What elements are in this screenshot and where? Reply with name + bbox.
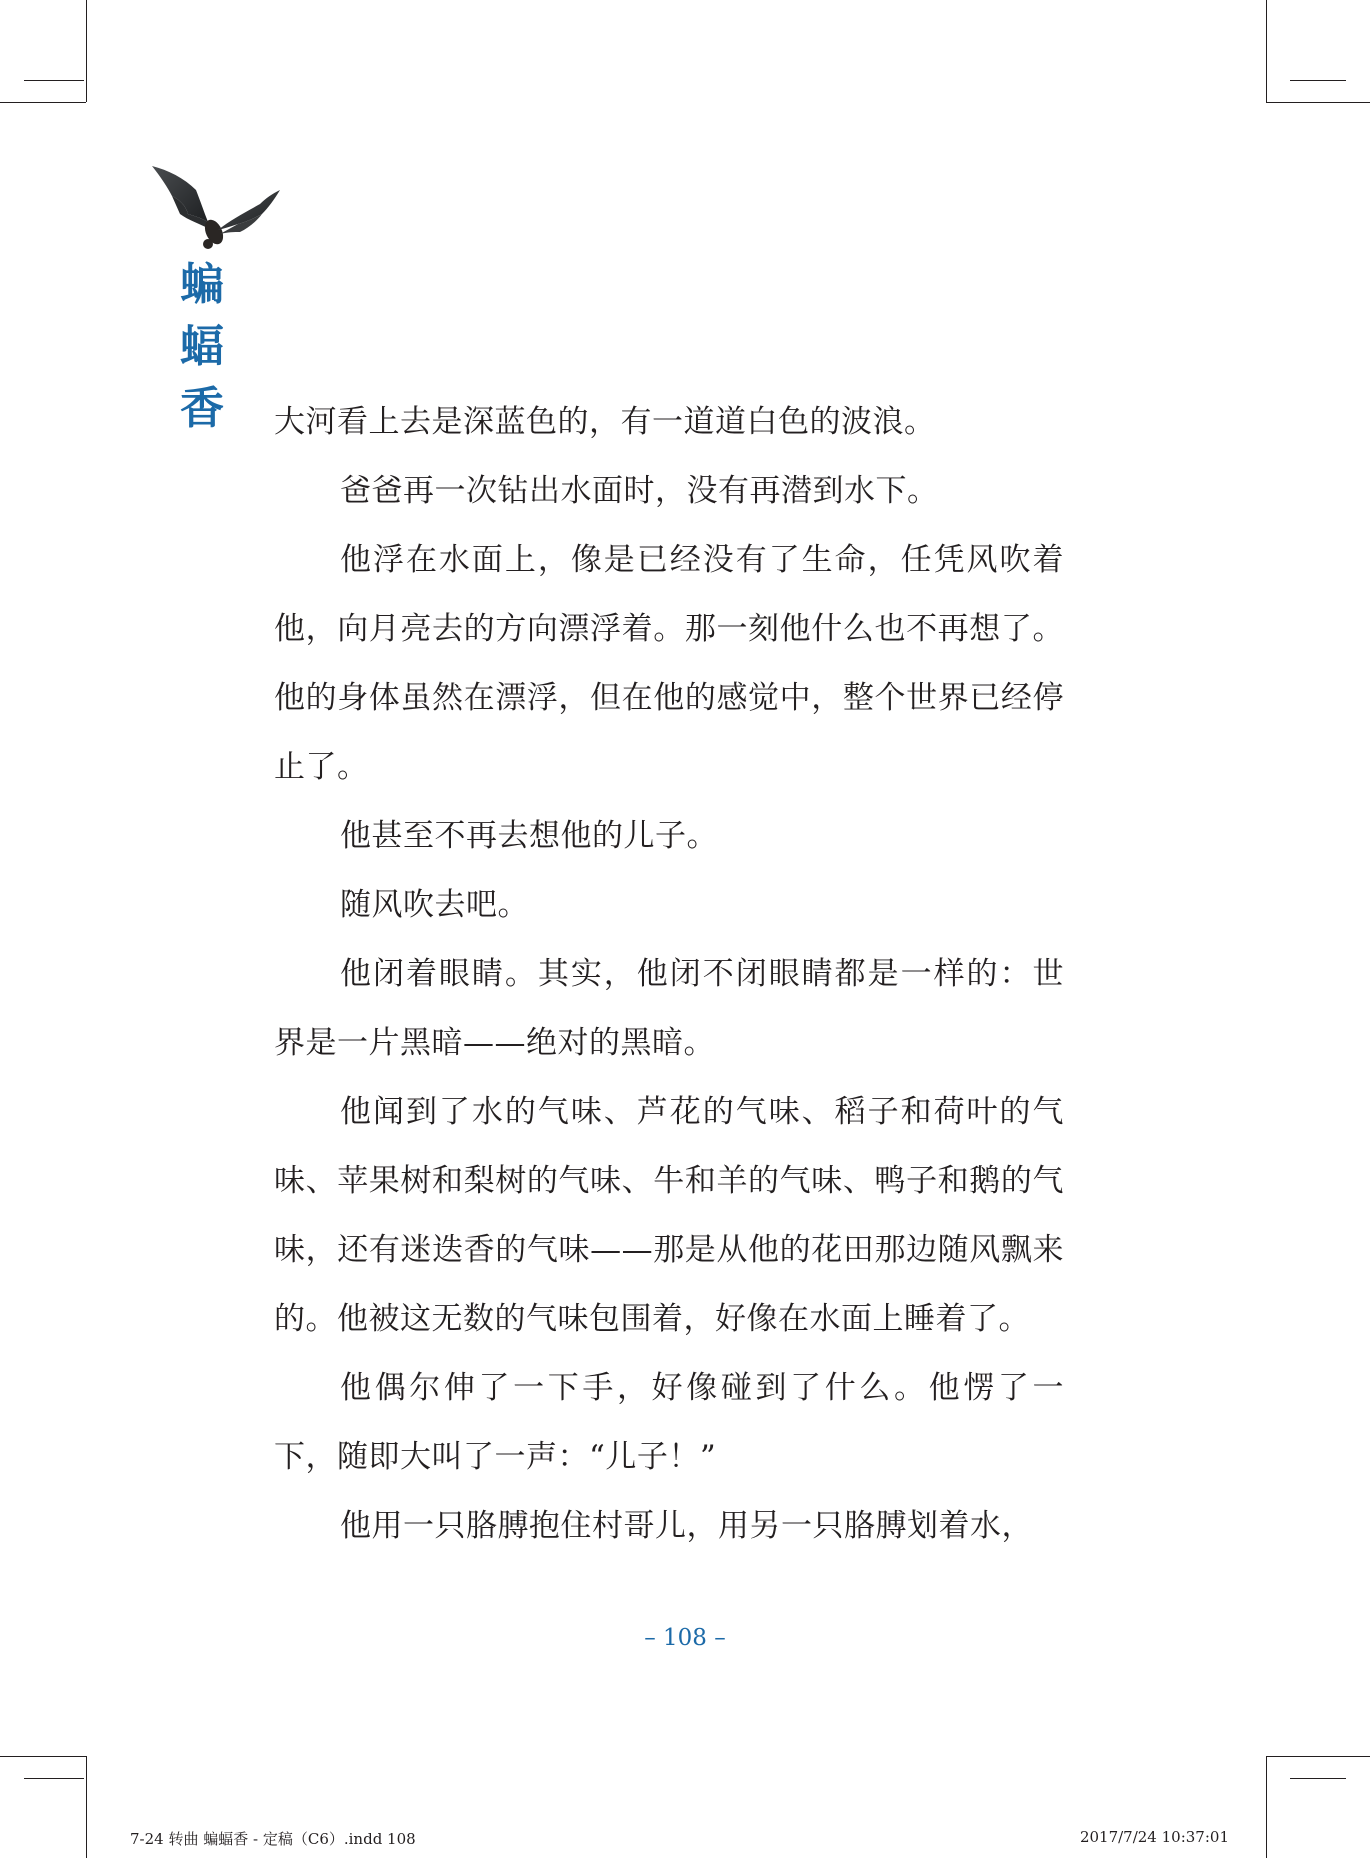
slug-timestamp: 2017/7/24 10:37:01 [1079,1828,1229,1846]
paragraph: 他甚至不再去想他的儿子。 [340,818,718,854]
crop-mark [86,1756,87,1858]
crop-mark [86,0,87,102]
paragraph: 他闻到了水的气味、芦花的气味、稻子和荷叶的气味、苹果树和梨树的气味、牛和羊的气味、鸭子和鹅的气味，还有迷迭香的气味——那是从他的花田那边随风飘来的。他被这无数的气味包围着，好像在水面上睡着了。 [274,1094,1064,1337]
crop-mark [1266,1756,1370,1757]
side-title-char: 蝠 [180,321,224,372]
side-title-char: 蝙 [180,259,224,310]
paragraph: 他闭着眼睛。其实，他闭不闭眼睛都是一样的：世界是一片黑暗——绝对的黑暗。 [274,956,1064,1061]
crop-mark [0,1756,86,1757]
paragraph: 他偶尔伸了一下手，好像碰到了什么。他愣了一下，随即大叫了一声：“儿子！” [274,1370,1064,1475]
crop-mark [1266,102,1370,103]
page-number: – 108 – [644,1625,726,1651]
paragraph: 他浮在水面上，像是已经没有了生命，任凭风吹着他，向月亮去的方向漂浮着。那一刻他什么也不再想了。他的身体虽然在漂浮，但在他的感觉中，整个世界已经停止了。 [274,542,1064,785]
body-text [274,388,1064,1561]
paragraph: 大河看上去是深蓝色的，有一道道白色的波浪。 [274,404,936,440]
bat-icon [150,160,282,252]
crop-mark [24,80,84,81]
side-title-char: 香 [180,383,224,434]
crop-mark [0,102,86,103]
crop-mark [24,1778,84,1779]
paragraph: 他用一只胳膊抱住村哥儿，用另一只胳膊划着水， [340,1508,1033,1544]
crop-mark [1266,0,1267,102]
crop-mark [1290,80,1346,81]
crop-mark [1290,1778,1346,1779]
side-title [172,254,232,440]
paragraph: 爸爸再一次钻出水面时，没有再潜到水下。 [340,473,939,509]
crop-mark [1266,1756,1267,1858]
slug-filename: 7-24 转曲 蝙蝠香 - 定稿（C6）.indd 108 [130,1830,416,1848]
paragraph: 随风吹去吧。 [340,887,529,923]
